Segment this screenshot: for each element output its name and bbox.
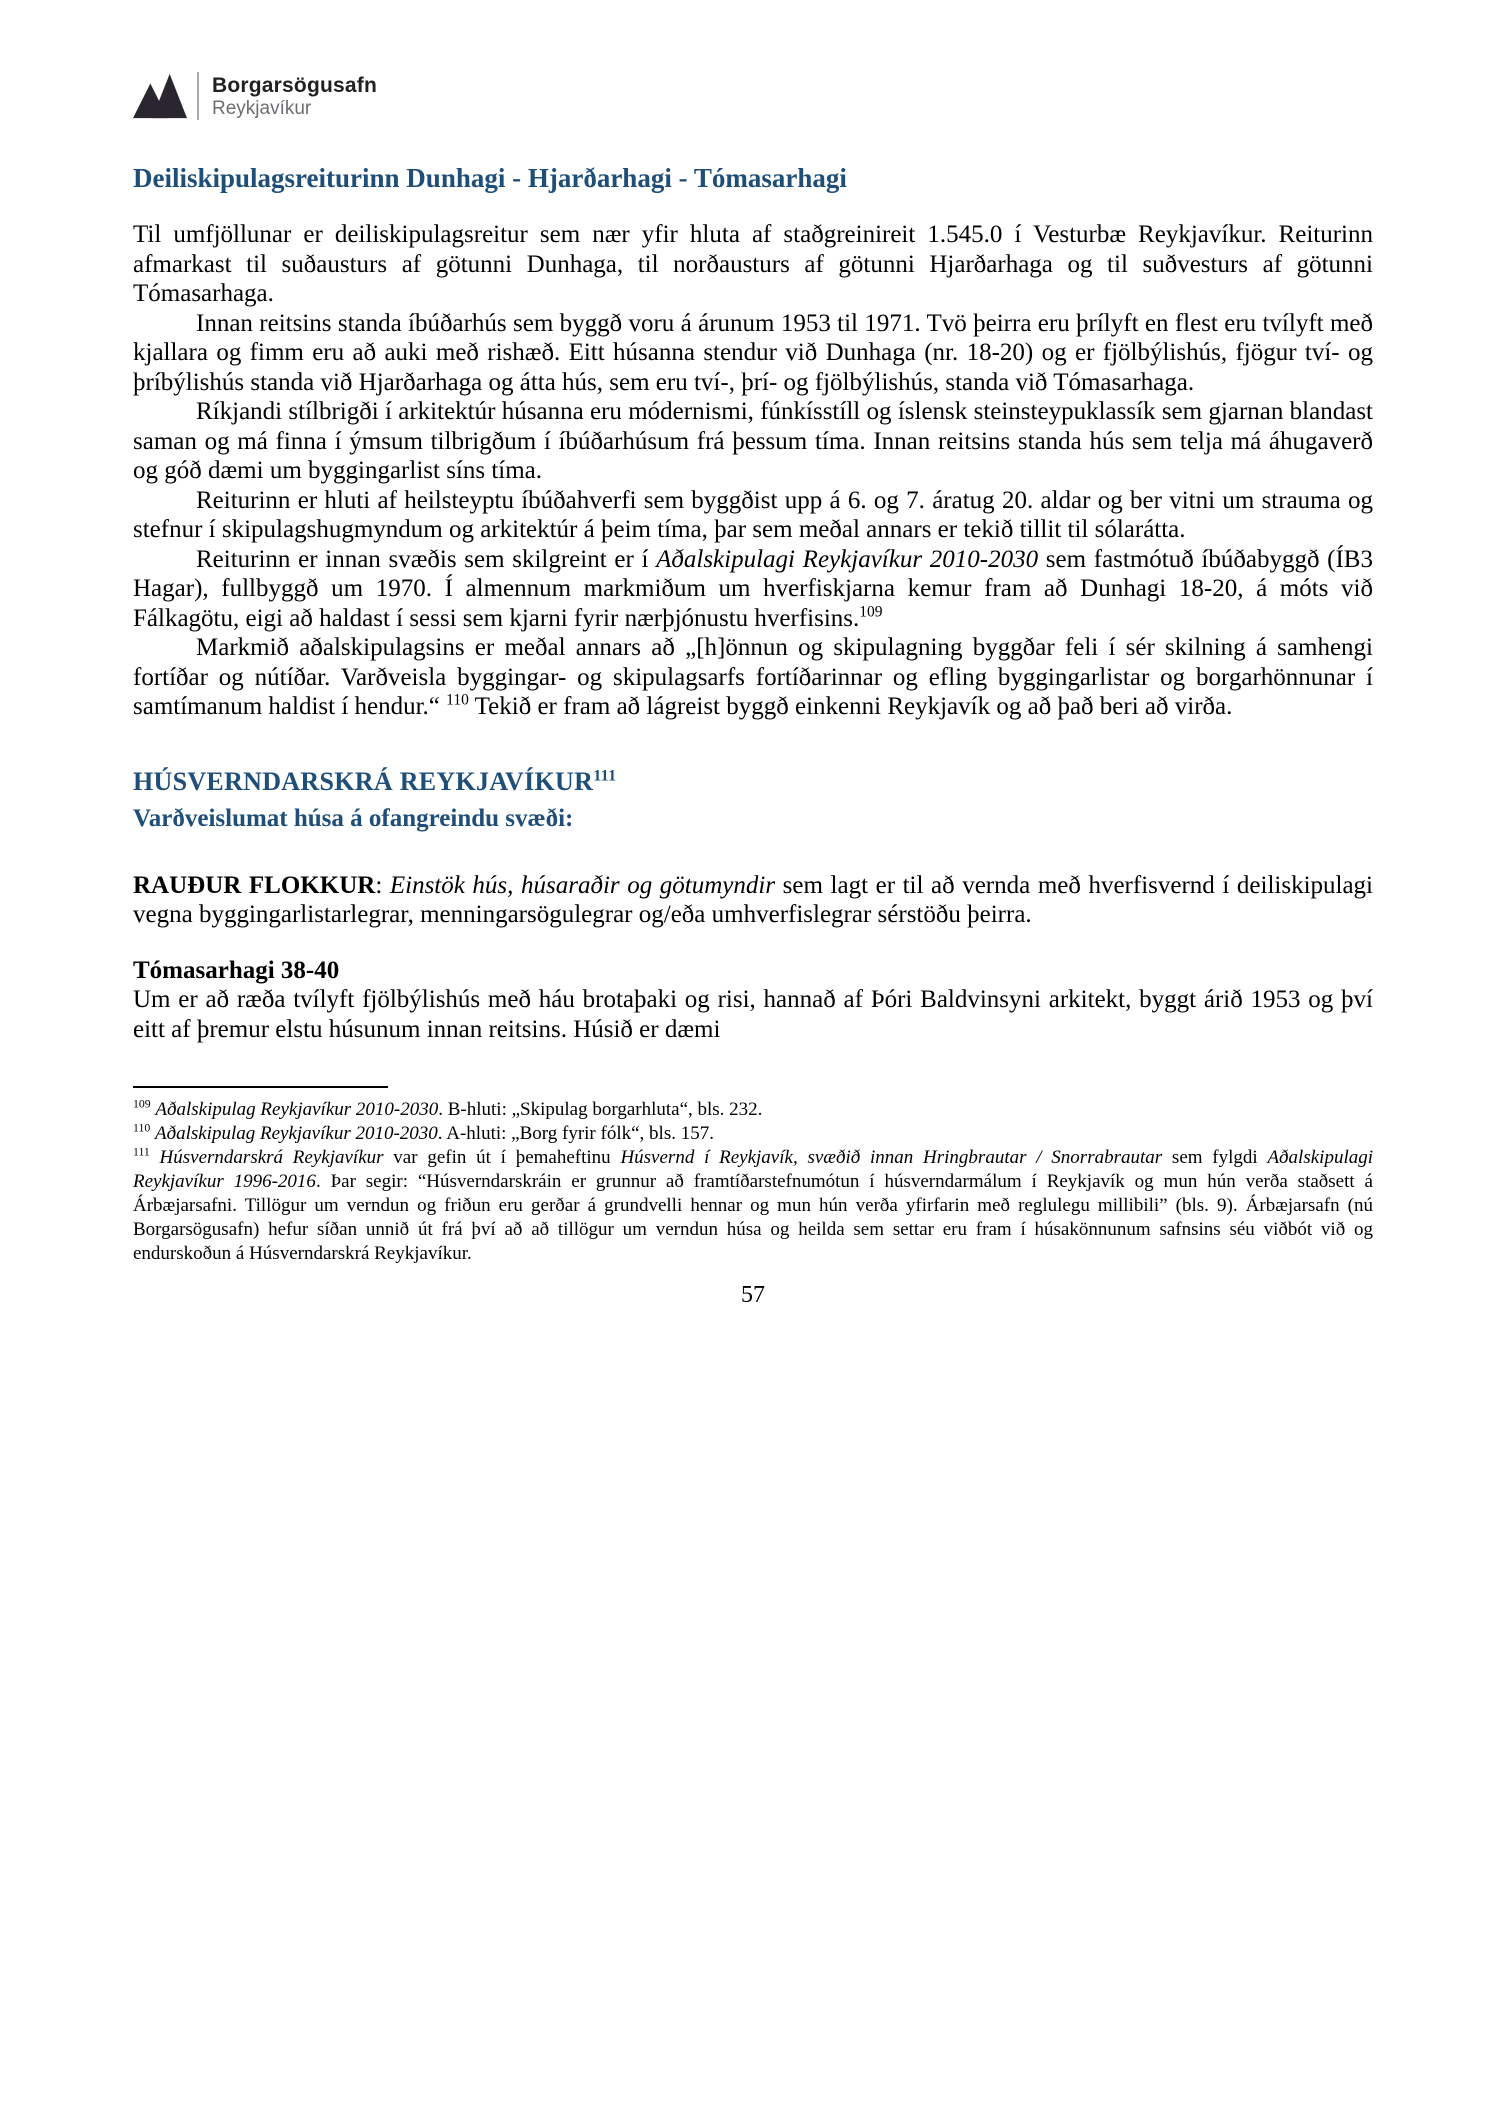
section-subheading-vardveislumat: Varðveislumat húsa á ofangreindu svæði:: [133, 804, 574, 832]
logo-org-name: Borgarsögusafn: [212, 73, 377, 97]
paragraph-red-category: RAUÐUR FLOKKUR: Einstök hús, húsaraðir og götumyndir sem lagt er til að vernda með hverfisvernd í deiliskipulagi vegna byggingarlistarlegrar, menningarsögulegrar og/eða umhverfislegrar sérstöðu þeirra.: [133, 871, 1374, 928]
house-heading-tomasarhagi-38-40: Tómasarhagi 38-40: [133, 956, 340, 984]
body-paragraph-1: Til umfjöllunar er deiliskipulagsreitur sem nær yfir hluta af staðgreinireit 1.545.0 í Vesturbæ Reykjavíkur. Reiturinn afmarkast til suðausturs af götunni Dunhaga, til norðausturs af götunni Hjarðarhaga og til suðvesturs af götunni Tómasarhaga.: [133, 221, 1373, 307]
footnote-111: $^{111}$ Húsverndarskrá Reykjavíkur var gefin út í þemaheftinu Húsvernd í Reykjavík, svæðið innan Hringbrautar / Snorrabrautar sem fylgdi Aðalskipulagi Reykjavíkur 1996-2016. Þar segir: “Húsverndarskráin er grunnur að framtíðarstefnumótun í húsverndarmálum í Reykjavík og mun hún verða staðsett á Árbæjarsafni. Tillögur um verndun og friðun eru gerðar á grundvelli hennar og mun hún verða yfirfarin með reglulegu millibili” (bls. 9). Árbæjarsafn (nú Borgarsögusafn) hefur síðan unnið út frá því að að tillögur um verndun húsa og heilda sem settar eru fram í húsakönnunum safnsins séu viðbót við og endurskoðun á Húsverndarskrá Reykjavíkur.: [133, 1145, 1374, 1264]
footnote-109: $^{109}$ Aðalskipulag Reykjavíkur 2010-2030. B-hluti: „Skipulag borgarhluta“, bls. 232.: [133, 1097, 763, 1120]
footnotes-section: [133, 1086, 1373, 1266]
page-number: 57: [741, 1282, 765, 1308]
paragraph-tomasarhagi-38-40: Um er að ræða tvílyft fjölbýlishús með háu brotaþaki og risi, hannað af Þóri Baldvinsyni arkitekt, byggt árið 1953 og því eitt af þremur elstu húsunum innan reitsins. Húsið er dæmi: [133, 986, 1373, 1043]
body-paragraph-6: Markmið aðalskipulagsins er meðal annars að „[h]önnun og skipulagning byggðar feli í sér skilning á samhengi fortíðar og nútíðar. Varðveisla byggingar- og skipulagsarfs fortíðarinnar og efling byggingarlistar og borgarhönnunar í samtímanum haldist í hendur.“ $^{110}$ Tekið er fram að lágreist byggð einkenni Reykjavík og að það beri að virða.: [133, 634, 1373, 720]
body-paragraph-2: Innan reitsins standa íbúðarhús sem byggð voru á árunum 1953 til 1971. Tvö þeirra eru þrílyft en flest eru tvílyft með kjallara og fimm eru að auki með rishæð. Eitt húsanna stendur við Dunhaga (nr. 18-20) og er fjölbýlishús, fjögur tví- og þríbýlishús standa við Hjarðarhaga og átta hús, sem eru tví-, þrí- og fjölbýlishús, standa við Tómasarhaga.: [133, 309, 1373, 396]
logo-org-subtitle: Reykjavíkur: [212, 97, 312, 119]
footnote-separator-rule: [133, 1086, 388, 1088]
logo-divider: [197, 72, 199, 120]
borgarsogusafn-logo-icon: [133, 73, 187, 119]
body-paragraph-4: Reiturinn er hluti af heilsteyptu íbúðahverfi sem byggðist upp á 6. og 7. áratug 20. aldar og ber vitni um strauma og stefnur í skipulagshugmyndum og arkitektúr á þeim tíma, þar sem meðal annars er tekið tillit til sólarátta.: [133, 486, 1373, 543]
logo-text: [212, 73, 377, 120]
logo: [133, 70, 1373, 122]
body-paragraph-3: Ríkjandi stílbrigði í arkitektúr húsanna eru módernismi, fúnkísstíll og íslensk steinsteypuklassík sem gjarnan blandast saman og má finna í ýmsum tilbrigðum í íbúðarhúsum frá þessum tíma. Innan reitsins standa hús sem telja má áhugaverð og góð dæmi um byggingarlist síns tíma.: [133, 398, 1373, 484]
page-content: [133, 0, 1373, 1309]
section-heading-husverndarskra: HÚSVERNDARSKRÁ REYKJAVÍKUR$^{111}$: [133, 766, 617, 796]
footnote-110: $^{110}$ Aðalskipulag Reykjavíkur 2010-2030. A-hluti: „Borg fyrir fólk“, bls. 157.: [133, 1121, 714, 1144]
body-paragraph-5: Reiturinn er innan svæðis sem skilgreint er í Aðalskipulagi Reykjavíkur 2010-2030 sem fastmótuð íbúðabyggð (ÍB3 Hagar), fullbyggð um 1970. Í almennum markmiðum um hverfiskjarna kemur fram að Dunhagi 18-20, á móts við Fálkagötu, eigi að haldast í sessi sem kjarni fyrir nærþjónustu hverfisins.$^{109}$: [133, 545, 1373, 632]
document-title: Deiliskipulagsreiturinn Dunhagi - Hjarðarhagi - Tómasarhagi: [133, 163, 847, 193]
